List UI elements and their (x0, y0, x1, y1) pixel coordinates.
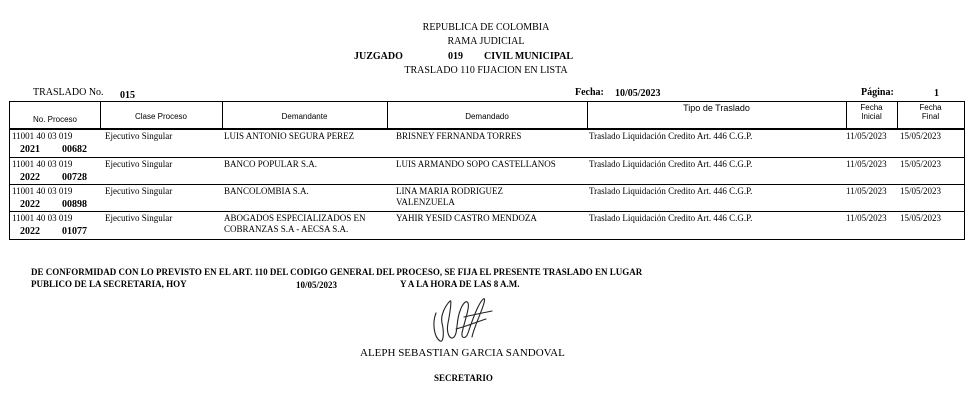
demandado: BRISNEY FERNANDA TORRES (396, 131, 522, 141)
header-juzgado-type: CIVIL MUNICIPAL (484, 51, 573, 62)
proceso-year: 2022 (20, 226, 40, 237)
proceso-year: 2021 (20, 144, 40, 155)
col-header-fecha-inicial-line2: Inicial (861, 112, 882, 121)
demandado: LUIS ARMANDO SOPO CASTELLANOS (396, 159, 556, 169)
fecha-label: Fecha: (575, 87, 604, 98)
signature-scribble (428, 293, 498, 345)
footer-declaration-line2: PUBLICO DE LA SECRETARIA, HOY (31, 279, 187, 289)
proceso-code: 11001 40 03 019 (12, 131, 73, 141)
proceso-code: 11001 40 03 019 (12, 159, 73, 169)
fecha-inicial: 11/05/2023 (846, 186, 887, 196)
fecha-value: 10/05/2023 (615, 88, 661, 99)
fecha-inicial: 11/05/2023 (846, 131, 887, 141)
proceso-year: 2022 (20, 199, 40, 210)
demandado: LINA MARIA RODRIGUEZ (396, 186, 503, 196)
pagina-label: Página: (861, 87, 894, 98)
header-republica: REPUBLICA DE COLOMBIA (422, 22, 550, 33)
header-juzgado-label: JUZGADO (354, 51, 403, 62)
table-row (10, 130, 964, 157)
footer-hour: Y A LA HORA DE LAS 8 A.M. (400, 279, 520, 289)
traslado-value: 015 (120, 90, 135, 101)
table-row (10, 185, 964, 212)
clase-proceso: Ejecutivo Singular (105, 186, 173, 196)
signature-image (428, 293, 498, 345)
demandante-line2: COBRANZAS S.A - AECSA S.A. (224, 224, 349, 234)
traslado-table (9, 101, 965, 240)
tipo-traslado: Traslado Liquidación Credito Art. 446 C.G.P. (589, 159, 753, 169)
clase-proceso: Ejecutivo Singular (105, 159, 173, 169)
demandante: ABOGADOS ESPECIALIZADOS EN (224, 213, 366, 223)
proceso-code: 11001 40 03 019 (12, 186, 73, 196)
demandante: LUIS ANTONIO SEGURA PEREZ (224, 131, 355, 141)
header-juzgado-number: 019 (448, 51, 463, 62)
footer-declaration-line1: DE CONFORMIDAD CON LO PREVISTO EN EL ART. 110 DEL CODIGO GENERAL DEL PROCESO, SE FIJA EL PRESENTE TRASLADO EN LUGAR (31, 267, 643, 277)
proceso-number: 01077 (62, 226, 87, 237)
tipo-traslado: Traslado Liquidación Credito Art. 446 C.G.P. (589, 186, 753, 196)
pagina-value: 1 (934, 88, 939, 99)
fecha-final: 15/05/2023 (900, 186, 942, 196)
proceso-number: 00898 (62, 199, 87, 210)
fecha-final: 15/05/2023 (900, 159, 942, 169)
tipo-traslado: Traslado Liquidación Credito Art. 446 C.G.P. (589, 131, 753, 141)
clase-proceso: Ejecutivo Singular (105, 213, 173, 223)
clase-proceso: Ejecutivo Singular (105, 131, 173, 141)
col-header-fecha-inicial-line1: Fecha (860, 103, 883, 112)
signer-title: SECRETARIO (434, 373, 493, 383)
proceso-code: 11001 40 03 019 (12, 213, 73, 223)
table-row (10, 158, 964, 185)
fecha-inicial: 11/05/2023 (846, 159, 887, 169)
col-header-fecha-final-line2: Final (921, 112, 940, 121)
demandante: BANCO POPULAR S.A. (224, 159, 318, 169)
proceso-number: 00682 (62, 144, 87, 155)
col-header-fecha-inicial (846, 103, 897, 121)
fecha-final: 15/05/2023 (900, 131, 942, 141)
fecha-final: 15/05/2023 (900, 213, 942, 223)
col-header-demandado: Demandado (465, 112, 509, 121)
col-header-no-proceso: No. Proceso (32, 115, 78, 124)
proceso-number: 00728 (62, 172, 87, 183)
footer-date: 10/05/2023 (296, 280, 338, 290)
col-header-tipo-traslado: Tipo de Traslado (683, 103, 750, 113)
fecha-inicial: 11/05/2023 (846, 213, 887, 223)
col-header-fecha-final (897, 103, 964, 121)
tipo-traslado: Traslado Liquidación Credito Art. 446 C.G.P. (589, 213, 753, 223)
proceso-year: 2022 (20, 172, 40, 183)
header-traslado-fijacion: TRASLADO 110 FIJACION EN LISTA (404, 65, 568, 76)
col-header-fecha-final-line1: Fecha (919, 103, 942, 112)
demandado-line2: VALENZUELA (396, 197, 455, 207)
col-header-clase-proceso: Clase Proceso (134, 112, 188, 121)
table-row (10, 212, 964, 239)
demandado: YAHIR YESID CASTRO MENDOZA (396, 213, 537, 223)
signer-name: ALEPH SEBASTIAN GARCIA SANDOVAL (360, 347, 565, 359)
demandante: BANCOLOMBIA S.A. (224, 186, 309, 196)
header-rama-judicial: RAMA JUDICIAL (447, 36, 525, 47)
col-header-demandante: Demandante (281, 112, 328, 121)
traslado-label: TRASLADO No. (33, 87, 104, 98)
